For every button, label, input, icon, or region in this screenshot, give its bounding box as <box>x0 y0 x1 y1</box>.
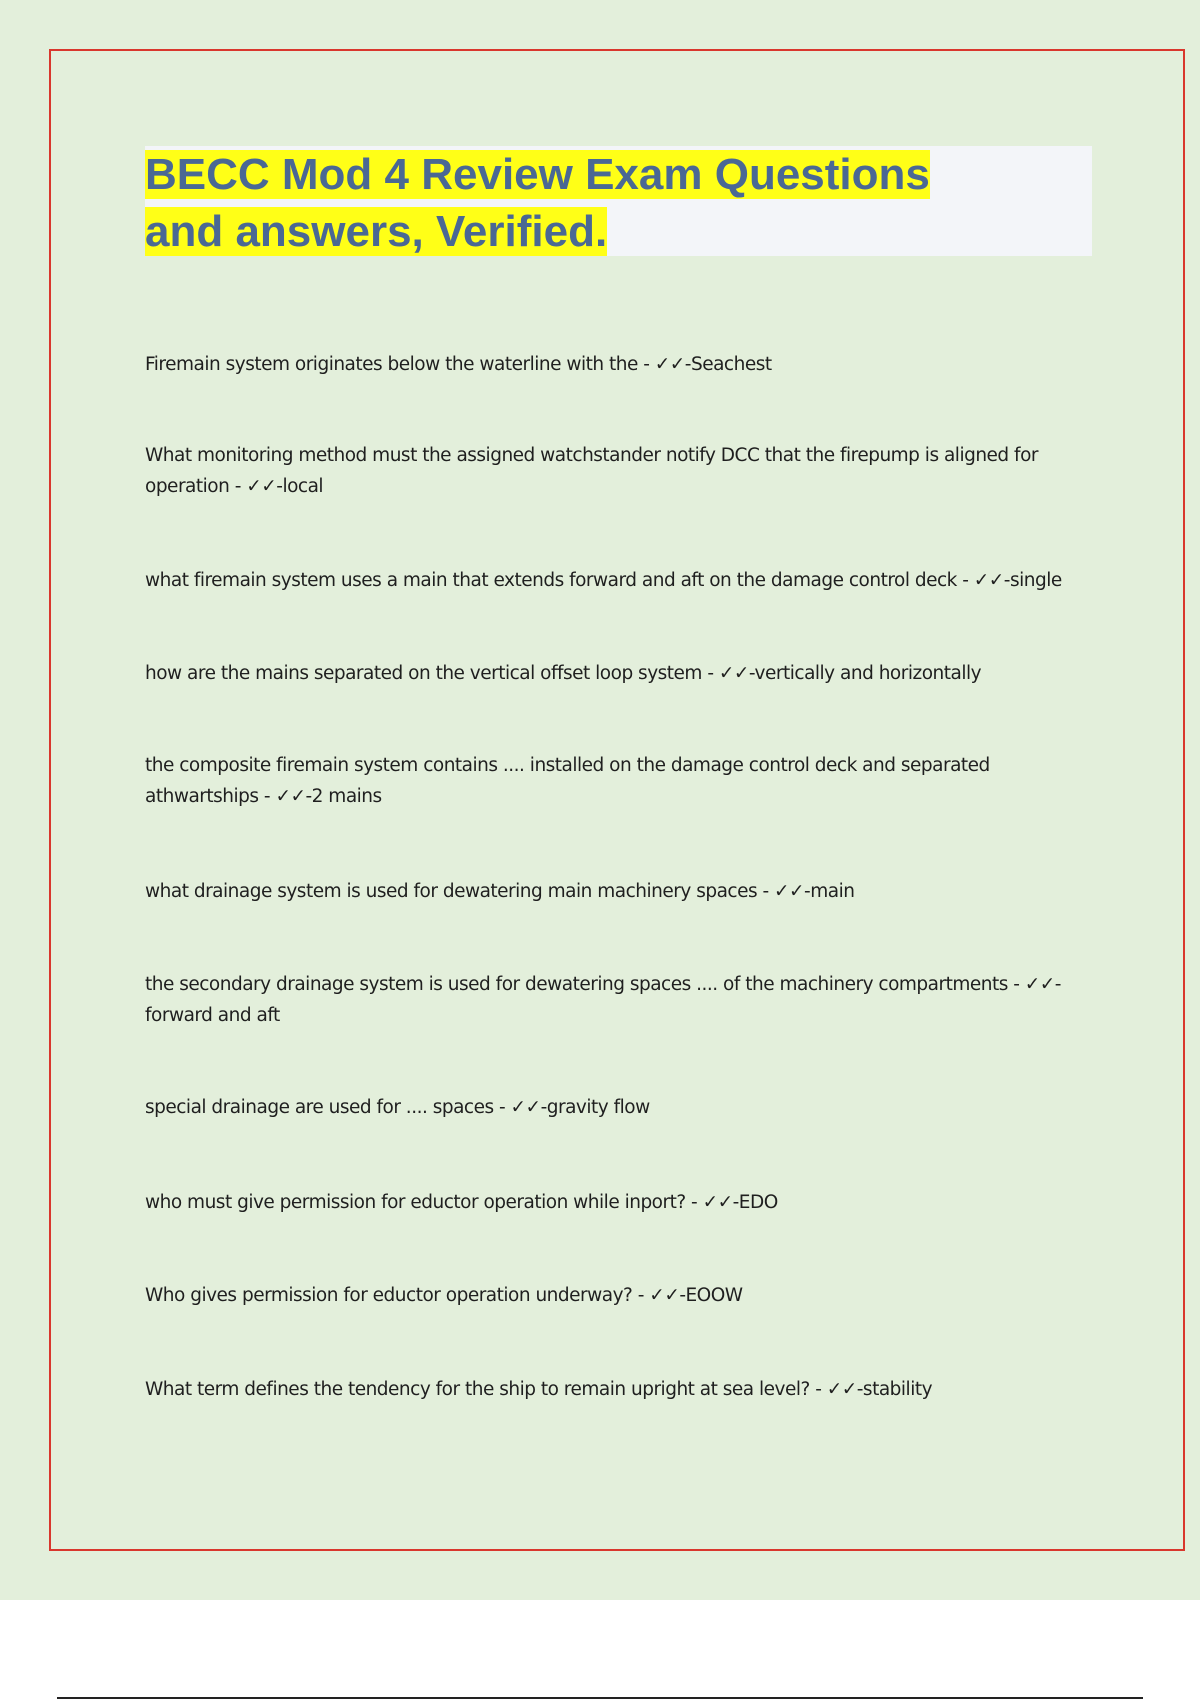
document-title-line-2: and answers, Verified. <box>145 207 608 256</box>
document-title <box>145 146 1092 260</box>
question-item: Who gives permission for eductor operation underway? - ✓✓-EOOW <box>145 1285 743 1306</box>
question-item: What monitoring method must the assigned watchstander notify DCC that the firepump is aligned for operation - ✓✓-local <box>145 445 1038 497</box>
question-item: the composite firemain system contains .... installed on the damage control deck and separated athwartships - ✓✓-2 mains <box>145 755 990 807</box>
question-item: Firemain system originates below the waterline with the - ✓✓-Seachest <box>145 354 772 375</box>
question-item: What term defines the tendency for the ship to remain upright at sea level? - ✓✓-stability <box>145 1379 933 1400</box>
question-item: who must give permission for eductor operation while inport? - ✓✓-EDO <box>145 1192 778 1213</box>
question-item: how are the mains separated on the vertical offset loop system - ✓✓-vertically and horizontally <box>145 663 982 684</box>
footer-rule <box>57 1697 1143 1699</box>
question-item: what drainage system is used for dewatering main machinery spaces - ✓✓-main <box>145 881 855 902</box>
question-item: special drainage are used for .... spaces - ✓✓-gravity flow <box>145 1097 650 1118</box>
question-item: what firemain system uses a main that extends forward and aft on the damage control deck - ✓✓-single <box>145 570 1062 591</box>
document-title-line-1: BECC Mod 4 Review Exam Questions <box>145 150 930 199</box>
question-item: the secondary drainage system is used for dewatering spaces .... of the machinery compartments - ✓✓-forward and aft <box>145 974 1061 1026</box>
